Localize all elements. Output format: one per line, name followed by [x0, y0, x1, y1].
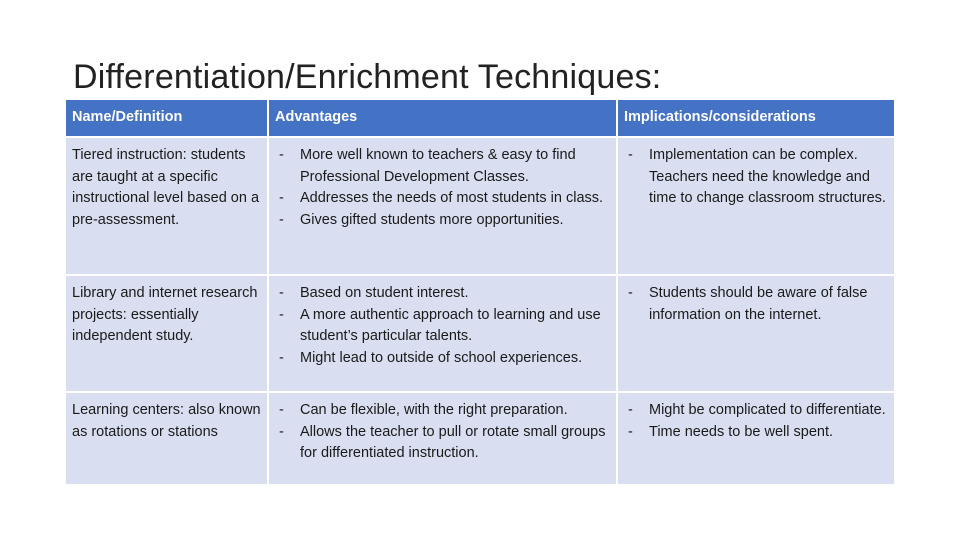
advantages-cell [268, 275, 617, 392]
table-row [66, 275, 894, 392]
advantages-cell [268, 137, 617, 275]
advantage-item: - Addresses the needs of most students in class. [275, 188, 610, 210]
implications-cell [617, 275, 894, 392]
implication-item: - Might be complicated to differentiate. [624, 400, 888, 422]
header-row [66, 100, 894, 137]
advantage-item: - Can be flexible, with the right preparation. [275, 400, 610, 422]
technique-name-cell: Tiered instruction: students are taught at a specific instructional level based on a pre-assessment. [66, 137, 268, 275]
header-advantages: Advantages [268, 100, 617, 137]
implications-cell [617, 137, 894, 275]
advantage-item: - More well known to teachers & easy to find Professional Development Classes. [275, 145, 610, 188]
technique-name-cell: Learning centers: also known as rotations or stations [66, 392, 268, 485]
table-row [66, 137, 894, 275]
techniques-table [66, 100, 894, 486]
header-name-definition: Name/Definition [66, 100, 268, 137]
advantage-item: - Might lead to outside of school experiences. [275, 348, 610, 370]
technique-name-cell: Library and internet research projects: essentially independent study. [66, 275, 268, 392]
slide-title: Differentiation/Enrichment Techniques: [73, 58, 662, 96]
implications-cell [617, 392, 894, 485]
advantage-item: - Allows the teacher to pull or rotate small groups for differentiated instruction. [275, 422, 610, 465]
table-row [66, 392, 894, 485]
advantages-cell [268, 392, 617, 485]
implication-item: - Implementation can be complex. Teachers need the knowledge and time to change classroom structures. [624, 145, 888, 210]
advantage-item: - Based on student interest. [275, 283, 610, 305]
advantage-item: - Gives gifted students more opportunities. [275, 210, 610, 232]
header-implications: Implications/considerations [617, 100, 894, 137]
implication-item: - Time needs to be well spent. [624, 422, 888, 444]
advantage-item: - A more authentic approach to learning and use student’s particular talents. [275, 305, 610, 348]
implication-item: - Students should be aware of false information on the internet. [624, 283, 888, 326]
